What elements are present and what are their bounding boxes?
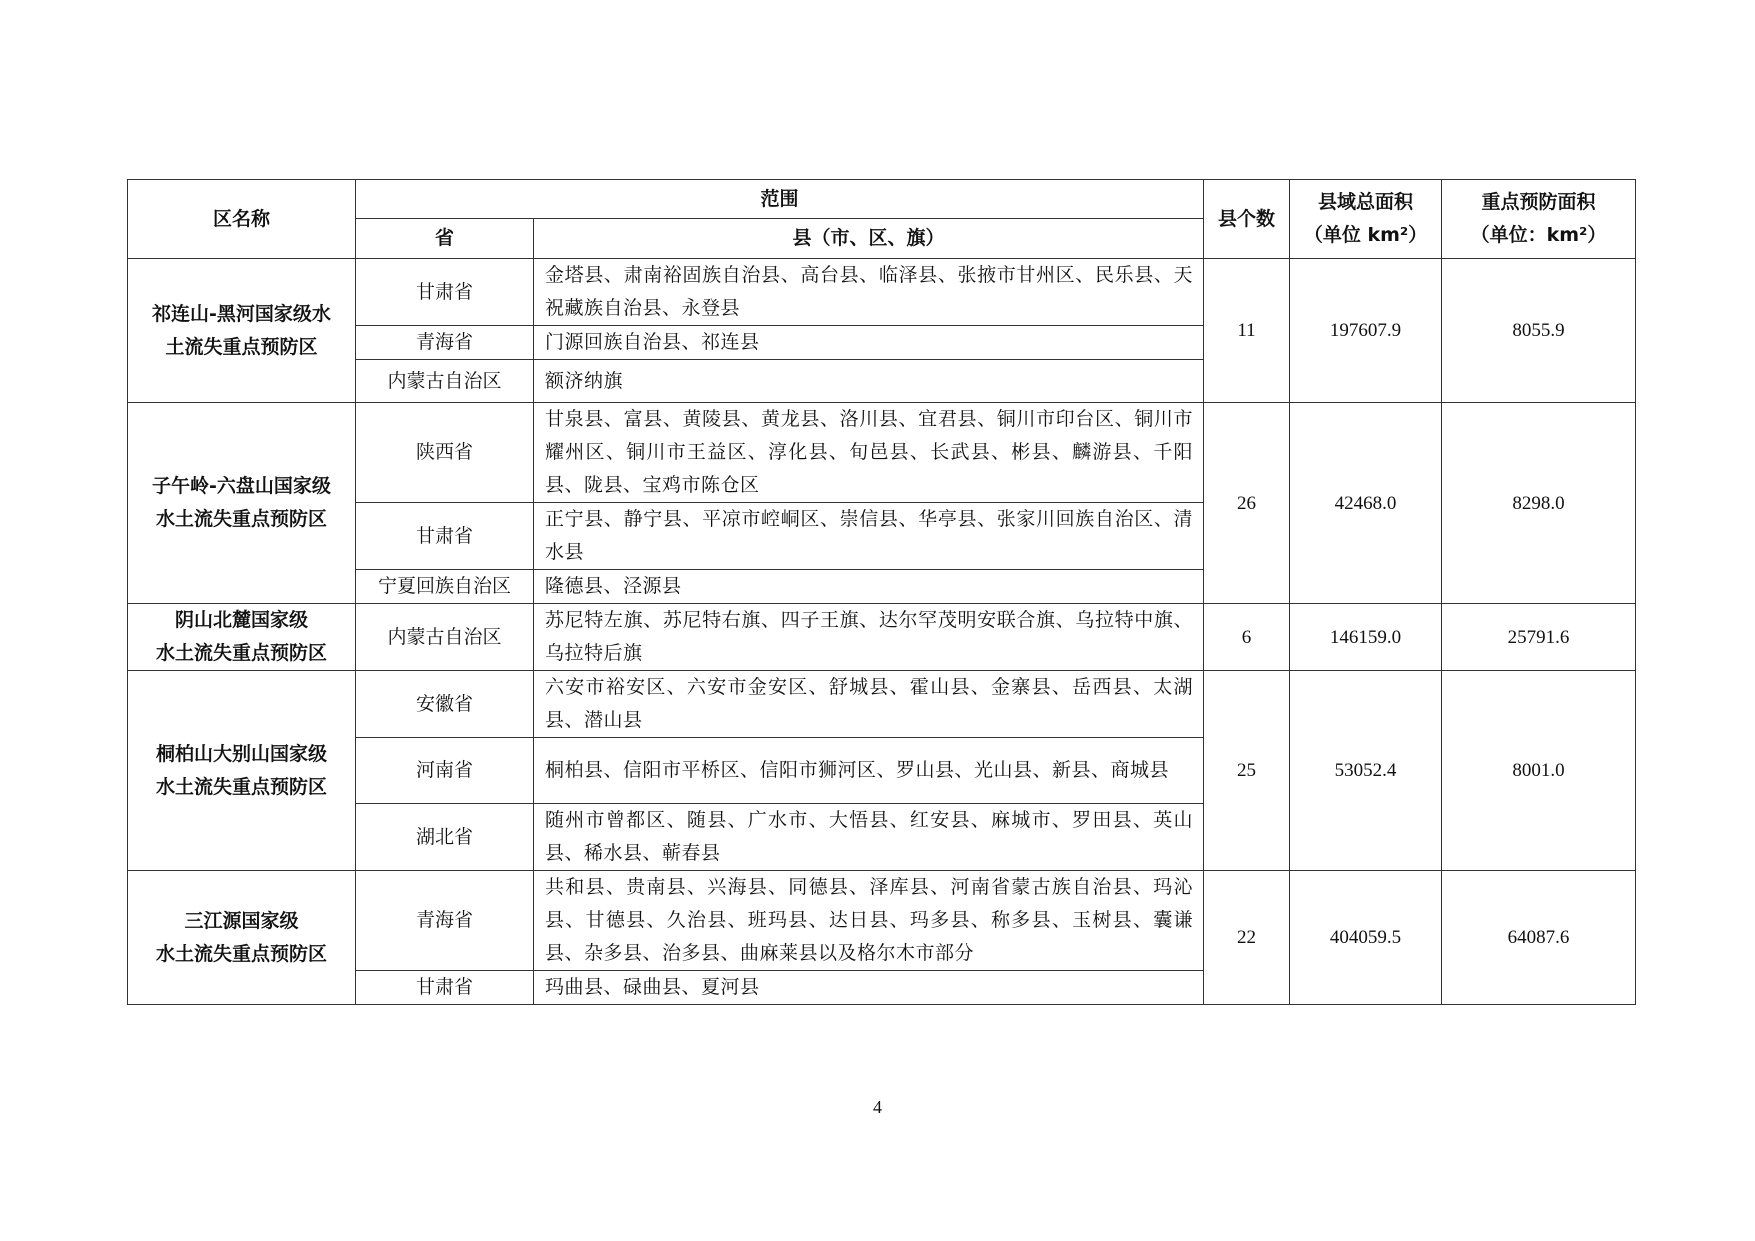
header-zone-name: 区名称 xyxy=(128,180,356,259)
province-cell: 青海省 xyxy=(356,871,534,971)
counties-cell: 正宁县、静宁县、平凉市崆峒区、崇信县、华亭县、张家川回族自治区、清水县 xyxy=(534,503,1204,570)
province-cell: 宁夏回族自治区 xyxy=(356,570,534,604)
counties-cell: 桐柏县、信阳市平桥区、信阳市狮河区、罗山县、光山县、新县、商城县 xyxy=(534,738,1204,804)
province-cell: 甘肃省 xyxy=(356,971,534,1005)
county-count-cell: 6 xyxy=(1204,604,1290,671)
header-total-area-unit: （单位 km²） xyxy=(1303,224,1428,246)
counties-cell: 额济纳旗 xyxy=(534,360,1204,403)
total-area-cell: 197607.9 xyxy=(1290,259,1442,403)
total-area-cell: 42468.0 xyxy=(1290,403,1442,604)
zone-name-cell xyxy=(128,604,356,671)
prevention-zone-table xyxy=(127,179,1636,1005)
zone-name-line: 三江源国家级 xyxy=(184,909,299,932)
zone-name-line: 阴山北麓国家级 xyxy=(174,609,308,631)
header-county-count: 县个数 xyxy=(1204,180,1290,259)
total-area-cell: 404059.5 xyxy=(1290,871,1442,1005)
province-cell: 青海省 xyxy=(356,326,534,360)
prevention-area-cell: 25791.6 xyxy=(1442,604,1636,671)
zone-name-cell xyxy=(128,871,356,1005)
table-row xyxy=(128,403,1636,503)
zone-name-line: 子午岭-六盘山国家级 xyxy=(152,475,331,497)
county-count-cell: 25 xyxy=(1204,671,1290,871)
table-row xyxy=(128,671,1636,738)
zone-name-cell xyxy=(128,259,356,403)
counties-cell: 随州市曾都区、随县、广水市、大悟县、红安县、麻城市、罗田县、英山县、稀水县、蕲春县 xyxy=(534,804,1204,871)
header-prevention-area-title: 重点预防面积 xyxy=(1481,191,1596,213)
prevention-area-cell: 64087.6 xyxy=(1442,871,1636,1005)
counties-cell: 六安市裕安区、六安市金安区、舒城县、霍山县、金寨县、岳西县、太湖县、潜山县 xyxy=(534,671,1204,738)
zone-name-line: 水土流失重点预防区 xyxy=(155,942,327,965)
province-cell: 湖北省 xyxy=(356,804,534,871)
counties-cell: 甘泉县、富县、黄陵县、黄龙县、洛川县、宜君县、铜川市印台区、铜川市耀州区、铜川市王益区、淳化县、旬邑县、长武县、彬县、麟游县、千阳县、陇县、宝鸡市陈仓区 xyxy=(534,403,1204,503)
counties-cell: 金塔县、肃南裕固族自治县、高台县、临泽县、张掖市甘州区、民乐县、天祝藏族自治县、永登县 xyxy=(534,259,1204,326)
province-cell: 内蒙古自治区 xyxy=(356,360,534,403)
province-cell: 甘肃省 xyxy=(356,259,534,326)
total-area-cell: 53052.4 xyxy=(1290,671,1442,871)
county-count-cell: 11 xyxy=(1204,259,1290,403)
zone-name-cell xyxy=(128,671,356,871)
header-prevention-area xyxy=(1442,180,1636,259)
table-row xyxy=(128,259,1636,326)
province-cell: 河南省 xyxy=(356,738,534,804)
zone-name-line: 水土流失重点预防区 xyxy=(155,775,327,798)
counties-cell: 玛曲县、碌曲县、夏河县 xyxy=(534,971,1204,1005)
prevention-area-cell: 8055.9 xyxy=(1442,259,1636,403)
prevention-area-cell: 8298.0 xyxy=(1442,403,1636,604)
province-cell: 陕西省 xyxy=(356,403,534,503)
province-cell: 安徽省 xyxy=(356,671,534,738)
zone-name-line: 祁连山-黑河国家级水 xyxy=(152,302,331,325)
zone-name-line: 水土流失重点预防区 xyxy=(155,508,327,530)
zone-name-line: 桐柏山大别山国家级 xyxy=(155,742,327,765)
counties-cell: 苏尼特左旗、苏尼特右旗、四子王旗、达尔罕茂明安联合旗、乌拉特中旗、乌拉特后旗 xyxy=(534,604,1204,671)
table-row xyxy=(128,871,1636,971)
header-total-area xyxy=(1290,180,1442,259)
province-cell: 甘肃省 xyxy=(356,503,534,570)
county-count-cell: 26 xyxy=(1204,403,1290,604)
header-province: 省 xyxy=(356,219,534,259)
page-number: 4 xyxy=(873,1097,882,1117)
table-row xyxy=(128,604,1636,671)
zone-name-line: 土流失重点预防区 xyxy=(165,335,318,358)
header-scope: 范围 xyxy=(356,180,1204,219)
header-row-1 xyxy=(128,180,1636,219)
counties-cell: 共和县、贵南县、兴海县、同德县、泽库县、河南省蒙古族自治县、玛沁县、甘德县、久治县、班玛县、达日县、玛多县、称多县、玉树县、囊谦县、杂多县、治多县、曲麻莱县以及格尔木市部分 xyxy=(534,871,1204,971)
province-cell: 内蒙古自治区 xyxy=(356,604,534,671)
counties-cell: 门源回族自治县、祁连县 xyxy=(534,326,1204,360)
total-area-cell: 146159.0 xyxy=(1290,604,1442,671)
zone-name-line: 水土流失重点预防区 xyxy=(155,642,327,664)
counties-cell: 隆德县、泾源县 xyxy=(534,570,1204,604)
header-counties: 县（市、区、旗） xyxy=(534,219,1204,259)
header-prevention-area-unit: （单位：km²） xyxy=(1470,224,1607,246)
county-count-cell: 22 xyxy=(1204,871,1290,1005)
prevention-area-cell: 8001.0 xyxy=(1442,671,1636,871)
zone-name-cell xyxy=(128,403,356,604)
header-total-area-title: 县域总面积 xyxy=(1318,191,1414,213)
